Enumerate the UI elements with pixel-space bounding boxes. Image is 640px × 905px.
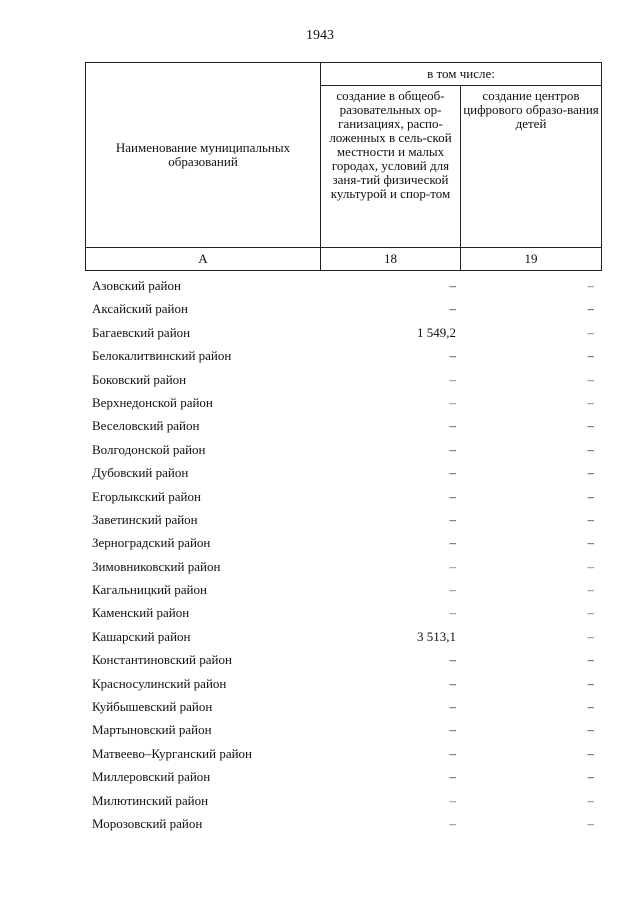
value-col-19: – [587, 605, 594, 621]
value-col-18: – [449, 371, 456, 387]
index-19: 19 [461, 248, 602, 271]
district-name: Багаевский район [92, 324, 191, 340]
district-name: Кагальницкий район [92, 582, 207, 598]
table-row [0, 695, 640, 718]
value-col-18: 1 549,2 [417, 324, 456, 340]
index-a: А [86, 248, 321, 271]
value-col-18: – [449, 301, 456, 317]
value-col-19: – [587, 558, 594, 574]
value-col-19: – [587, 815, 594, 831]
table-row [0, 812, 640, 835]
table-row [0, 531, 640, 554]
district-name: Матвеево–Курганский район [92, 745, 253, 761]
district-name: Аксайский район [92, 301, 188, 317]
value-col-19: – [587, 371, 594, 387]
district-name: Азовский район [92, 278, 181, 293]
district-name: Заветинский район [92, 511, 198, 527]
value-col-19: – [587, 745, 594, 761]
value-col-18: – [449, 511, 456, 527]
table-row [0, 601, 640, 624]
table-row [0, 485, 640, 508]
value-col-19: – [587, 582, 594, 598]
value-col-18: – [449, 441, 456, 457]
value-col-18: – [449, 745, 456, 761]
table-row [0, 368, 640, 391]
table-row [0, 438, 640, 461]
district-name: Верхнедонской район [92, 394, 213, 410]
table-row [0, 461, 640, 484]
value-col-18: – [449, 558, 456, 574]
value-col-19: – [587, 278, 594, 293]
table-row [0, 672, 640, 695]
value-col-18: – [449, 792, 456, 808]
value-col-18: – [449, 652, 456, 668]
district-name: Каменский район [92, 605, 190, 621]
value-col-19: – [587, 628, 594, 644]
table-row [0, 718, 640, 741]
value-col-18: – [449, 488, 456, 504]
district-name: Зимовниковский район [92, 558, 221, 574]
district-name: Миллеровский район [92, 769, 211, 785]
district-name: Красносулинский район [92, 675, 227, 691]
value-col-19: – [587, 348, 594, 364]
value-col-19: – [587, 488, 594, 504]
header-col-18: создание в общеоб-разовательных ор-ганизациях, распо-ложенных в сель-ской местности и малых городах, условий для заня-тий физической культурой и спор-том [321, 86, 461, 248]
value-col-19: – [587, 699, 594, 715]
table-row [0, 321, 640, 344]
district-name: Веселовский район [92, 418, 200, 434]
district-name: Милютинский район [92, 792, 209, 808]
table-row [0, 344, 640, 367]
district-name: Кашарский район [92, 628, 191, 644]
table-row [0, 274, 640, 297]
value-col-18: – [449, 815, 456, 831]
district-name: Белокалитвинский район [92, 348, 232, 364]
table-row [0, 297, 640, 320]
district-name: Егорлыкский район [92, 488, 201, 504]
header-table [85, 62, 602, 271]
district-name: Боковский район [92, 371, 187, 387]
value-col-18: – [449, 348, 456, 364]
table-row [0, 414, 640, 437]
value-col-19: – [587, 394, 594, 410]
page-number: 1943 [306, 28, 334, 43]
value-col-19: – [587, 441, 594, 457]
header-group: в том числе: [321, 63, 602, 86]
table-row [0, 625, 640, 648]
value-col-19: – [587, 418, 594, 434]
value-col-19: – [587, 675, 594, 691]
value-col-18: – [449, 465, 456, 481]
table-row [0, 555, 640, 578]
table-row [0, 742, 640, 765]
table-row [0, 789, 640, 812]
value-col-18: – [449, 722, 456, 738]
value-col-19: – [587, 301, 594, 317]
table-row [0, 508, 640, 531]
value-col-18: – [449, 675, 456, 691]
value-col-19: – [587, 652, 594, 668]
value-col-18: – [449, 394, 456, 410]
value-col-19: – [587, 722, 594, 738]
header-col-19: создание центров цифрового образо-вания детей [461, 86, 602, 248]
table-row [0, 648, 640, 671]
value-col-19: – [587, 511, 594, 527]
district-name: Зерноградский район [92, 535, 211, 551]
district-name: Куйбышевский район [92, 699, 213, 715]
district-name: Волгодонской район [92, 441, 206, 457]
value-col-18: – [449, 418, 456, 434]
header-municipality: Наименование муниципальных образований [86, 63, 321, 248]
value-col-18: – [449, 699, 456, 715]
value-col-19: – [587, 324, 594, 340]
district-name: Мартыновский район [92, 722, 212, 738]
value-col-19: – [587, 465, 594, 481]
value-col-18: – [449, 535, 456, 551]
district-name: Морозовский район [92, 815, 203, 831]
value-col-19: – [587, 535, 594, 551]
district-list [0, 274, 640, 835]
value-col-18: – [449, 278, 456, 293]
table-row [0, 578, 640, 601]
value-col-18: 3 513,1 [417, 628, 456, 644]
value-col-18: – [449, 769, 456, 785]
value-col-18: – [449, 582, 456, 598]
value-col-19: – [587, 792, 594, 808]
district-name: Константиновский район [92, 652, 232, 668]
table-row [0, 391, 640, 414]
value-col-18: – [449, 605, 456, 621]
value-col-19: – [587, 769, 594, 785]
table-row [0, 765, 640, 788]
district-name: Дубовский район [92, 465, 189, 481]
index-18: 18 [321, 248, 461, 271]
